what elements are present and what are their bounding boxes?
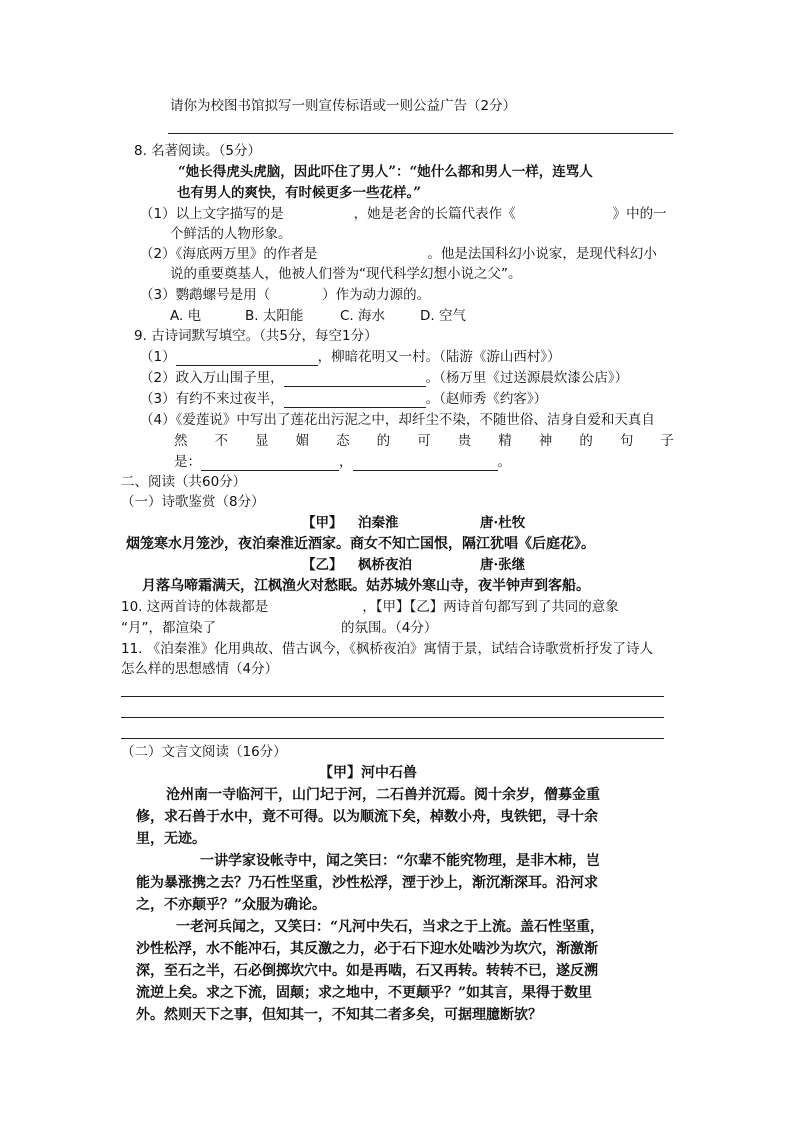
q8-sub1-cont: 个鲜活的人物形象。	[170, 226, 292, 242]
poem2-text: 月落乌啼霜满天，江枫渔火对愁眠。姑苏城外寒山寺，夜半钟声到客船。	[142, 578, 590, 594]
q8-sub3	[140, 286, 430, 304]
q8-sub1-text-a: （1）以上文字描写的是	[140, 206, 284, 222]
q10-line1	[121, 598, 619, 616]
q8-sub2-text-a: （2）《海底两万里》的作者是	[140, 246, 318, 262]
q9-line3-blank[interactable]	[284, 393, 426, 408]
q7-prompt: 请你为校图书馆拟写一则宣传标语或一则公益广告（2分）	[170, 98, 517, 114]
q9-line4: （4）《爱莲说》中写出了莲花出污泥之中，却纤尘不染，不随世俗、洁身自爱和天真自	[140, 412, 655, 428]
q11-answer-line-1[interactable]	[121, 696, 664, 697]
q9-line4-char: 贵	[457, 433, 472, 449]
p3-line: 深，至石之半，石必倒掷坎穴中。如是再啮，石又再转。转转不已，遂反溯	[136, 963, 598, 979]
q9-line1-blank[interactable]	[176, 351, 318, 366]
q8-sub2	[140, 245, 657, 263]
q9-line4-char: 显	[255, 433, 269, 449]
poem1-text: 烟笼寒水月笼沙，夜泊秦淮近酒家。商女不知亡国恨，隔江犹唱《后庭花》。	[126, 536, 595, 552]
q9-line4-comma: ，	[339, 454, 353, 470]
q9-line2-text-a: （2）政入万山围子里，	[140, 370, 284, 386]
q8-sub1	[140, 205, 667, 223]
q8-sub3-text-a: （3）鹦鹉螺号是用（	[140, 287, 271, 303]
q9-line2	[140, 369, 628, 387]
q10-text-a: 10. 这两首诗的体裁都是	[121, 599, 269, 615]
q9-heading: 9. 古诗词默写填空。（共5分，每空1分）	[134, 328, 378, 344]
q9-line4-justified	[174, 432, 674, 450]
p2-line: 一讲学家设帐寺中，闻之笑曰：“尔辈不能究物理，是非木柿，岂	[200, 853, 601, 869]
q9-line3	[140, 390, 547, 408]
q8-sub2-text-b: 。他是法国科幻小说家，是现代科幻小	[427, 246, 657, 262]
q9-line4-char: 然	[174, 433, 188, 449]
p1-line: 修，求石兽于水中，竟不可得。以为顺流下矣，棹数小舟，曳铁钯，寻十余	[136, 809, 598, 825]
q9-line3-text-b: 。（赵师秀《约客》）	[425, 391, 548, 407]
p3-line: 沙性松浮，水不能冲石，其反激之力，必于石下迎水处啮沙为坎穴，渐激渐	[136, 941, 598, 957]
poem2-author: 唐·张继	[480, 557, 526, 573]
q9-line4-answer	[174, 453, 511, 471]
q9-line4-char: 不	[214, 433, 229, 449]
q8-heading: 8. 名著阅读。（5分）	[134, 143, 262, 159]
q8-sub1-text-c: 》中的一	[612, 206, 667, 222]
q10-text-c: “月”，都渲染了	[121, 620, 216, 636]
q8-option-b[interactable]: B. 太阳能	[245, 308, 304, 324]
section2-heading: 二、阅读（共60分）	[121, 474, 247, 490]
poem1-author: 唐·杜牧	[480, 515, 526, 531]
q8-option-c[interactable]: C. 海水	[340, 308, 386, 324]
q11-line1: 11. 《泊秦淮》化用典故、借古讽今，《枫桥夜泊》寓情于景，试结合诗歌赏析抒发了诗人	[121, 641, 654, 657]
q10-text-b: ，【甲】【乙】两诗首句都写到了共同的意象	[362, 599, 619, 615]
q8-sub1-text-b: ，她是老舍的长篇代表作《	[353, 206, 516, 222]
classical-subheading: （二）文言文阅读（16分）	[121, 744, 287, 760]
q9-line4-char: 子	[660, 433, 674, 449]
q8-sub3-text-b: ）作为动力源的。	[322, 287, 431, 303]
poem2-title: 枫桥夜泊	[358, 557, 412, 573]
q9-line4-char: 的	[579, 433, 593, 449]
q9-line4-char: 精	[498, 433, 512, 449]
q9-line4-end: 。	[497, 454, 511, 470]
poetry-subheading: （一）诗歌鉴赏（8分）	[121, 494, 265, 510]
p1-line: 里，无迹。	[136, 831, 206, 847]
q8-quote-line2: 也有男人的爽快，有时候更多一些花样。”	[177, 185, 422, 201]
q11-answer-line-2[interactable]	[121, 717, 664, 718]
p3-line: 一老河兵闻之，又笑曰：“凡河中失石，当求之于上流。盖石性坚重，	[176, 919, 605, 935]
q10-text-d: 的氛围。（4分）	[341, 620, 438, 636]
q11-answer-line-3[interactable]	[121, 738, 664, 739]
poem2-tag: 【乙】	[302, 557, 343, 573]
q9-line2-blank[interactable]	[284, 372, 426, 387]
poem1-title: 泊秦淮	[358, 515, 399, 531]
q11-line2: 怎么样的思想感情（4分）	[121, 661, 279, 677]
q9-line3-text-a: （3）有约不来过夜半，	[140, 391, 284, 407]
q9-line4-char: 媚	[295, 433, 310, 449]
p3-line: 流逆上矣。求之下流，固颠；求之地中，不更颠乎？”如其言，果得于数里	[136, 985, 593, 1001]
q8-option-d[interactable]: D. 空气	[420, 308, 466, 324]
q9-line2-text-b: 。（杨万里《过送源晨炊漆公店》）	[425, 370, 629, 386]
q9-line4-char: 态	[336, 433, 350, 449]
q9-line1-num: （1）	[140, 349, 176, 365]
q8-option-a[interactable]: A. 电	[170, 308, 202, 324]
q8-quote-line1: “她长得虎头虎脑，因此吓住了男人”：“她什么都和男人一样，连骂人	[178, 164, 593, 180]
q9-line4-char: 的	[376, 433, 391, 449]
p2-line: 能为暴涨携之去？乃石性坚重，沙性松浮，湮于沙上，渐沉渐深耳。沿河求	[136, 875, 598, 891]
q7-answer-line[interactable]	[168, 133, 673, 134]
q9-line4-blank-1[interactable]	[201, 456, 339, 471]
p1-line: 沧州南一寺临河干，山门圮于河，二石兽并沉焉。阅十余岁，僧募金重	[166, 787, 600, 803]
q9-line4-label: 是：	[174, 454, 201, 470]
p3-line: 外。然则天下之事，但知其一，不知其二者多矣，可据理臆断欤？	[136, 1007, 542, 1023]
poem1-tag: 【甲】	[302, 515, 343, 531]
q9-line1	[140, 348, 561, 366]
q8-sub2-cont: 说的重要奠基人，他被人们誉为“现代科学幻想小说之父”。	[170, 266, 522, 282]
p2-line: 之，不亦颠乎？”众服为确论。	[136, 897, 327, 913]
q9-line4-char: 句	[619, 433, 634, 449]
q9-line1-text: ，柳暗花明又一村。（陆游《游山西村》）	[317, 349, 561, 365]
q10-line2	[121, 619, 437, 637]
q9-line4-char: 可	[417, 433, 431, 449]
q9-line4-blank-2[interactable]	[353, 456, 498, 471]
classical-title: 【甲】河中石兽	[319, 765, 417, 781]
q9-line4-char: 神	[538, 433, 553, 449]
